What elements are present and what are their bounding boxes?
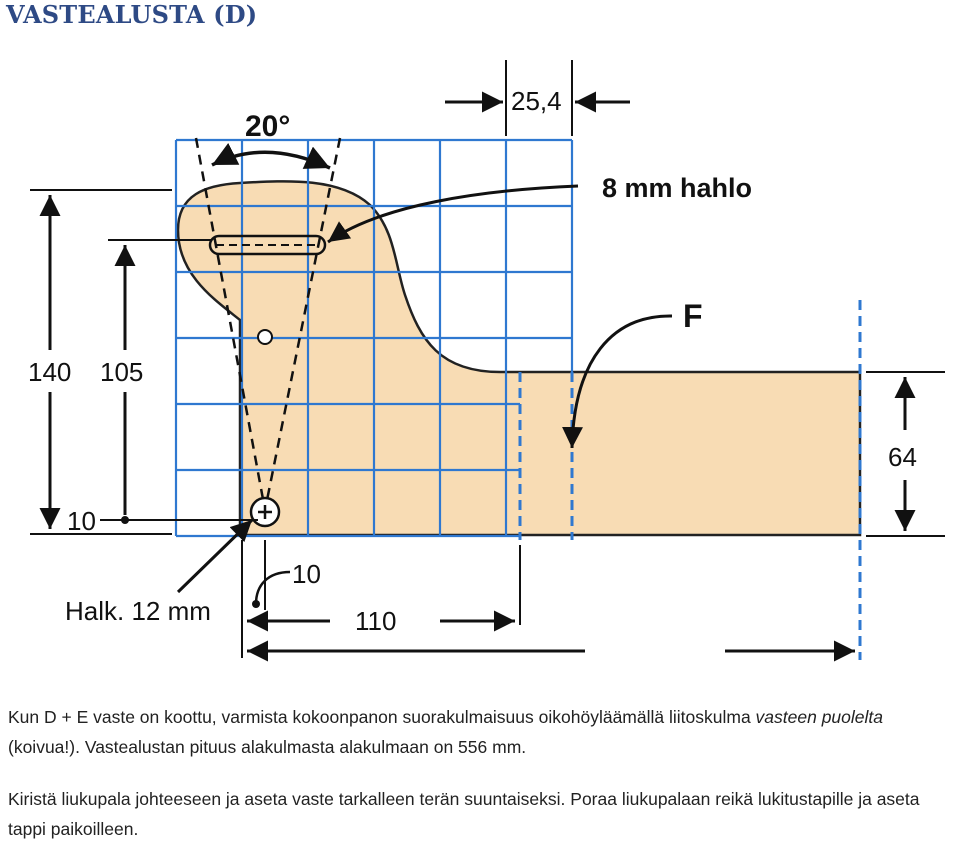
p1-italic: vasteen puolelta: [755, 707, 884, 727]
p1-text-b: (koivua!). Vastealustan pituus alakulmasta alakulmaan on 556 mm.: [8, 737, 527, 757]
height-140-label: 140: [28, 357, 72, 387]
hole-offset-label: 10: [292, 559, 321, 589]
bottom-offset-label: 10: [67, 506, 96, 536]
page-title: VASTEALUSTA (D): [6, 0, 258, 29]
technical-drawing: [0, 40, 960, 680]
p1-text-a: Kun D + E vaste on koottu, varmista kokoonpanon suorakulmaisuus oikohöyläämällä liitoskulma: [8, 707, 756, 727]
hole-label: Halk. 12 mm: [65, 596, 211, 626]
instruction-paragraph-2: Kiristä liukupala johteeseen ja aseta vaste tarkalleen terän suuntaiseksi. Poraa liukupalaan reikä lukitustapille ja aseta tappi paikoilleen.: [8, 789, 920, 839]
length-110-label: 110: [355, 606, 397, 636]
angle-label: 20°: [245, 110, 291, 143]
wood-piece: [178, 181, 860, 535]
height-105-label: 105: [100, 357, 144, 387]
small-hole: [258, 330, 272, 344]
top-offset-label: 25,4: [511, 86, 562, 116]
right-height-label: 64: [888, 442, 917, 472]
f-label: F: [683, 298, 703, 334]
slot-label: 8 mm hahlo: [602, 173, 753, 203]
instruction-paragraph-1: [8, 702, 953, 762]
